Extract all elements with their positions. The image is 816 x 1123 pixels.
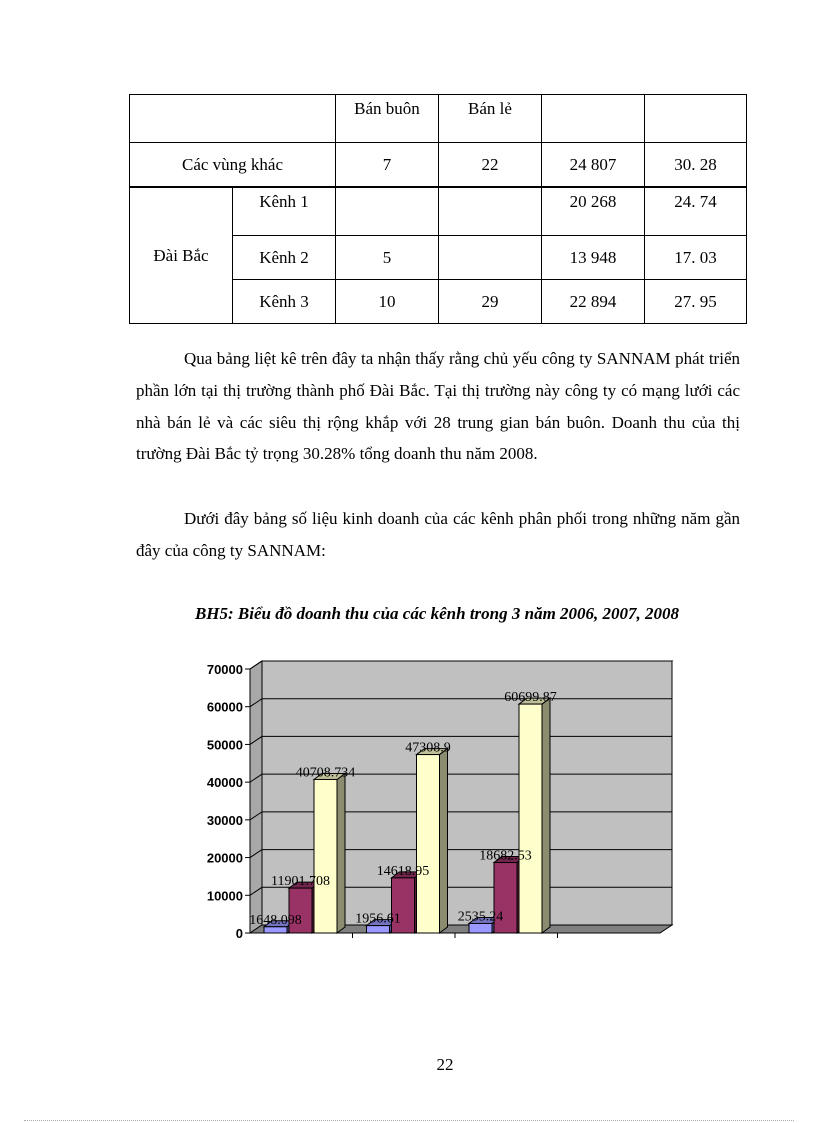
channel-table	[129, 94, 747, 324]
bar	[367, 926, 390, 933]
y-tick-label: 70000	[206, 662, 243, 677]
revenue-cell: 20 268	[542, 187, 645, 236]
page-bottom-rule	[24, 1120, 794, 1121]
paragraph-text: Dưới đây bảng số liệu kinh doanh của các kênh phân phối trong những năm gần đây của công ty SANNAM:	[136, 509, 740, 560]
retail-cell: 22	[439, 143, 542, 188]
data-label: 14618.95	[376, 863, 430, 879]
y-tick-label: 60000	[206, 699, 243, 715]
paragraph-taipei-analysis	[136, 343, 740, 470]
header-empty-cell	[645, 95, 747, 143]
data-label: 1956.61	[355, 911, 401, 927]
channel-label: Kênh 1	[233, 187, 336, 236]
y-tick-label: 10000	[206, 888, 243, 904]
wholesale-cell: 5	[336, 236, 439, 280]
share-cell: 24. 74	[645, 187, 747, 236]
bar-side	[542, 698, 550, 933]
retail-cell	[439, 187, 542, 236]
data-label: 60699.87	[504, 690, 557, 706]
data-label: 40708.734	[295, 765, 356, 781]
wholesale-cell: 10	[336, 280, 439, 324]
region-label: Đài Bắc	[130, 187, 233, 324]
data-label: 1648.098	[249, 912, 302, 928]
y-tick-label: 20000	[206, 850, 243, 866]
data-label: 18682.53	[479, 848, 532, 864]
table-header-row	[130, 95, 747, 143]
bar-side	[337, 773, 345, 933]
channel-label: Kênh 3	[233, 280, 336, 324]
wholesale-cell	[336, 187, 439, 236]
header-wholesale: Bán buôn	[336, 95, 439, 143]
revenue-cell: 22 894	[542, 280, 645, 324]
chart-side-wall	[250, 661, 262, 933]
y-tick-label: 40000	[206, 775, 243, 791]
retail-cell: 29	[439, 280, 542, 324]
retail-cell	[439, 236, 542, 280]
bar-side	[440, 749, 448, 933]
revenue-cell: 13 948	[542, 236, 645, 280]
table-row	[130, 187, 747, 236]
y-tick-label: 30000	[206, 812, 243, 828]
bar	[519, 704, 542, 933]
revenue-bar-chart	[195, 655, 685, 950]
table-row	[130, 143, 747, 188]
share-cell: 30. 28	[645, 143, 747, 188]
page-number: 22	[436, 1055, 454, 1074]
paragraph-text: Qua bảng liệt kê trên đây ta nhận thấy rằng chủ yếu công ty SANNAM phát triển phần lớn tại thị trường thành phố Đài Bắc. Tại thị trường này công ty có mạng lưới các nhà bán lẻ và các siêu thị rộng khắp với 28 trung gian bán buôn. Doanh thu của thị trường Đài Bắc tỷ trọng 30.28% tổng doanh thu năm 2008.	[136, 349, 740, 464]
bar	[417, 755, 440, 933]
share-cell: 17. 03	[645, 236, 747, 280]
bar	[314, 779, 337, 933]
paragraph-chart-intro	[136, 503, 740, 567]
data-label: 47308.9	[405, 740, 451, 756]
y-tick-label: 50000	[206, 737, 243, 753]
wholesale-cell: 7	[336, 143, 439, 188]
bar	[469, 923, 492, 933]
y-tick-label: 0	[235, 926, 243, 941]
share-cell: 27. 95	[645, 280, 747, 324]
chart-title: BH5: Biểu đồ doanh thu của các kênh trong 3 năm 2006, 2007, 2008	[194, 604, 680, 623]
channel-label: Kênh 2	[233, 236, 336, 280]
header-empty-cell	[130, 95, 336, 143]
header-retail: Bán lẻ	[439, 95, 542, 143]
data-label: 11901.708	[271, 874, 330, 890]
data-label: 2535.24	[457, 909, 504, 925]
header-empty-cell	[542, 95, 645, 143]
region-label: Các vùng khác	[130, 143, 336, 188]
revenue-cell: 24 807	[542, 143, 645, 188]
